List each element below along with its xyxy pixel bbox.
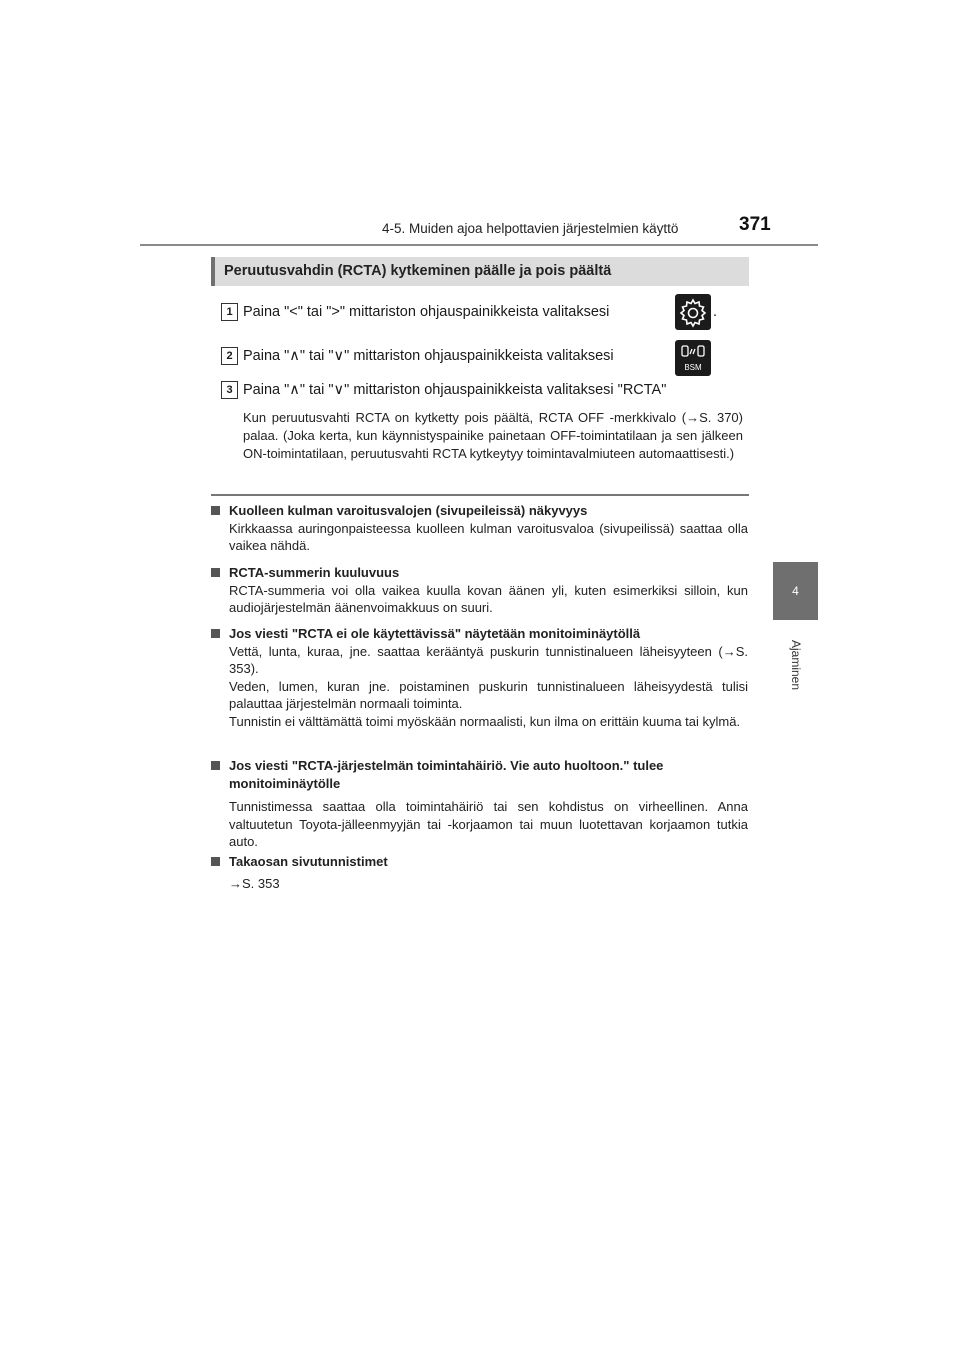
info-heading — [211, 625, 748, 643]
step-number-2: 2 — [221, 347, 238, 365]
info-paragraph: Vettä, lunta, kuraa, jne. saattaa kerääntyä puskurin tunnistinalueen läheisyyteen (→S. 353). — [229, 643, 748, 677]
step-text-1 — [243, 304, 609, 320]
info-heading — [211, 853, 748, 871]
info-body — [211, 520, 748, 555]
settings-gear-icon — [675, 294, 711, 330]
info-heading-text: Jos viesti "RCTA ei ole käytettävissä" näytetään monitoiminäytöllä — [229, 626, 641, 641]
chapter-tab-number: 4 — [773, 562, 818, 620]
info-heading — [211, 757, 748, 792]
info-heading-text: Jos viesti "RCTA-järjestelmän toimintahäiriö. Vie auto huoltoon." tulee monitoiminäytölle — [229, 758, 664, 791]
page-reference-link[interactable]: →S. 353 — [229, 875, 280, 891]
info-body — [211, 582, 748, 617]
info-paragraph: Tunnistimessa saattaa olla toimintahäiriö tai sen kohdistus on virheellinen. Anna valtuutetun Toyota-jälleenmyyjän tai -korjaamon tai muun luotettavan korjaamon tutkia auto. — [229, 799, 748, 850]
info-heading-text: Takaosan sivutunnistimet — [229, 854, 388, 869]
step-1-suffix: . — [713, 304, 718, 320]
section-heading-bar — [211, 257, 749, 286]
info-paragraph: Veden, lumen, kuran jne. poistaminen puskurin tunnistinalueen läheisyydestä tulisi palauttaa järjestelmän normaali toiminta. — [229, 678, 748, 712]
rcta-off-note: Kun peruutusvahti RCTA on kytketty pois päältä, RCTA OFF -merkkivalo (→S. 370) palaa. (Joka kerta, kun käynnistyspainike painetaan OFF-toimintatilaan ja sen jälkeen ON-toimintatilaan, peruutusvahti RCTA kytkeytyy toimintavalmiuteen automaattisesti.) — [243, 410, 743, 461]
page-number: 371 — [739, 214, 771, 235]
step-1-label: Paina "<" tai ">" mittariston ohjauspainikkeista valitaksesi — [243, 304, 610, 320]
bsm-icon-label: BSM — [684, 363, 702, 372]
info-item — [211, 502, 748, 555]
bsm-icon — [675, 340, 711, 376]
info-heading-text: RCTA-summerin kuuluvuus — [229, 565, 400, 580]
info-item — [211, 853, 748, 892]
step-text-3: Paina "∧" tai "∨" mittariston ohjauspainikkeista valitaksesi "RCTA" — [243, 382, 667, 398]
chapter-tab-label — [773, 630, 818, 700]
info-paragraph: Tunnistin ei välttämättä toimi myöskään normaalisti, kun ilma on erittäin kuuma tai kylmä. — [229, 713, 741, 729]
info-paragraph: RCTA-summeria voi olla vaikea kuulla kovan äänen yli, kuten esimerkiksi silloin, kun audiojärjestelmän äänenvoimakkuus on suuri. — [229, 582, 748, 616]
step-text-2: Paina "∧" tai "∨" mittariston ohjauspainikkeista valitaksesi — [243, 348, 614, 364]
info-heading-text: Kuolleen kulman varoitusvalojen (sivupeileissä) näkyvyys — [229, 503, 588, 518]
bullet-square-icon — [211, 761, 220, 770]
info-heading — [211, 564, 748, 582]
section-title: Peruutusvahdin (RCTA) kytkeminen päälle ja pois päältä — [224, 263, 612, 279]
info-item — [211, 625, 748, 731]
info-heading — [211, 502, 748, 520]
info-body — [211, 643, 748, 731]
step-number-3: 3 — [221, 381, 238, 399]
section-divider — [211, 494, 749, 496]
chapter-tab-label-text: Ajaminen — [788, 639, 803, 691]
info-item — [211, 564, 748, 617]
bullet-square-icon — [211, 629, 220, 638]
bullet-square-icon — [211, 568, 220, 577]
bullet-square-icon — [211, 506, 220, 515]
info-paragraph: Kirkkaassa auringonpaisteessa kuolleen kulman varoitusvaloa (sivupeilissä) saattaa olla vaikea nähdä. — [229, 520, 748, 554]
info-body — [211, 875, 748, 893]
info-body — [211, 798, 748, 851]
info-item — [211, 757, 748, 851]
step-number-1: 1 — [221, 303, 238, 321]
section-accent — [211, 257, 215, 286]
chapter-title: 4-5. Muiden ajoa helpottavien järjestelmien käyttö — [382, 221, 679, 236]
header-rule — [140, 244, 818, 246]
bullet-square-icon — [211, 857, 220, 866]
